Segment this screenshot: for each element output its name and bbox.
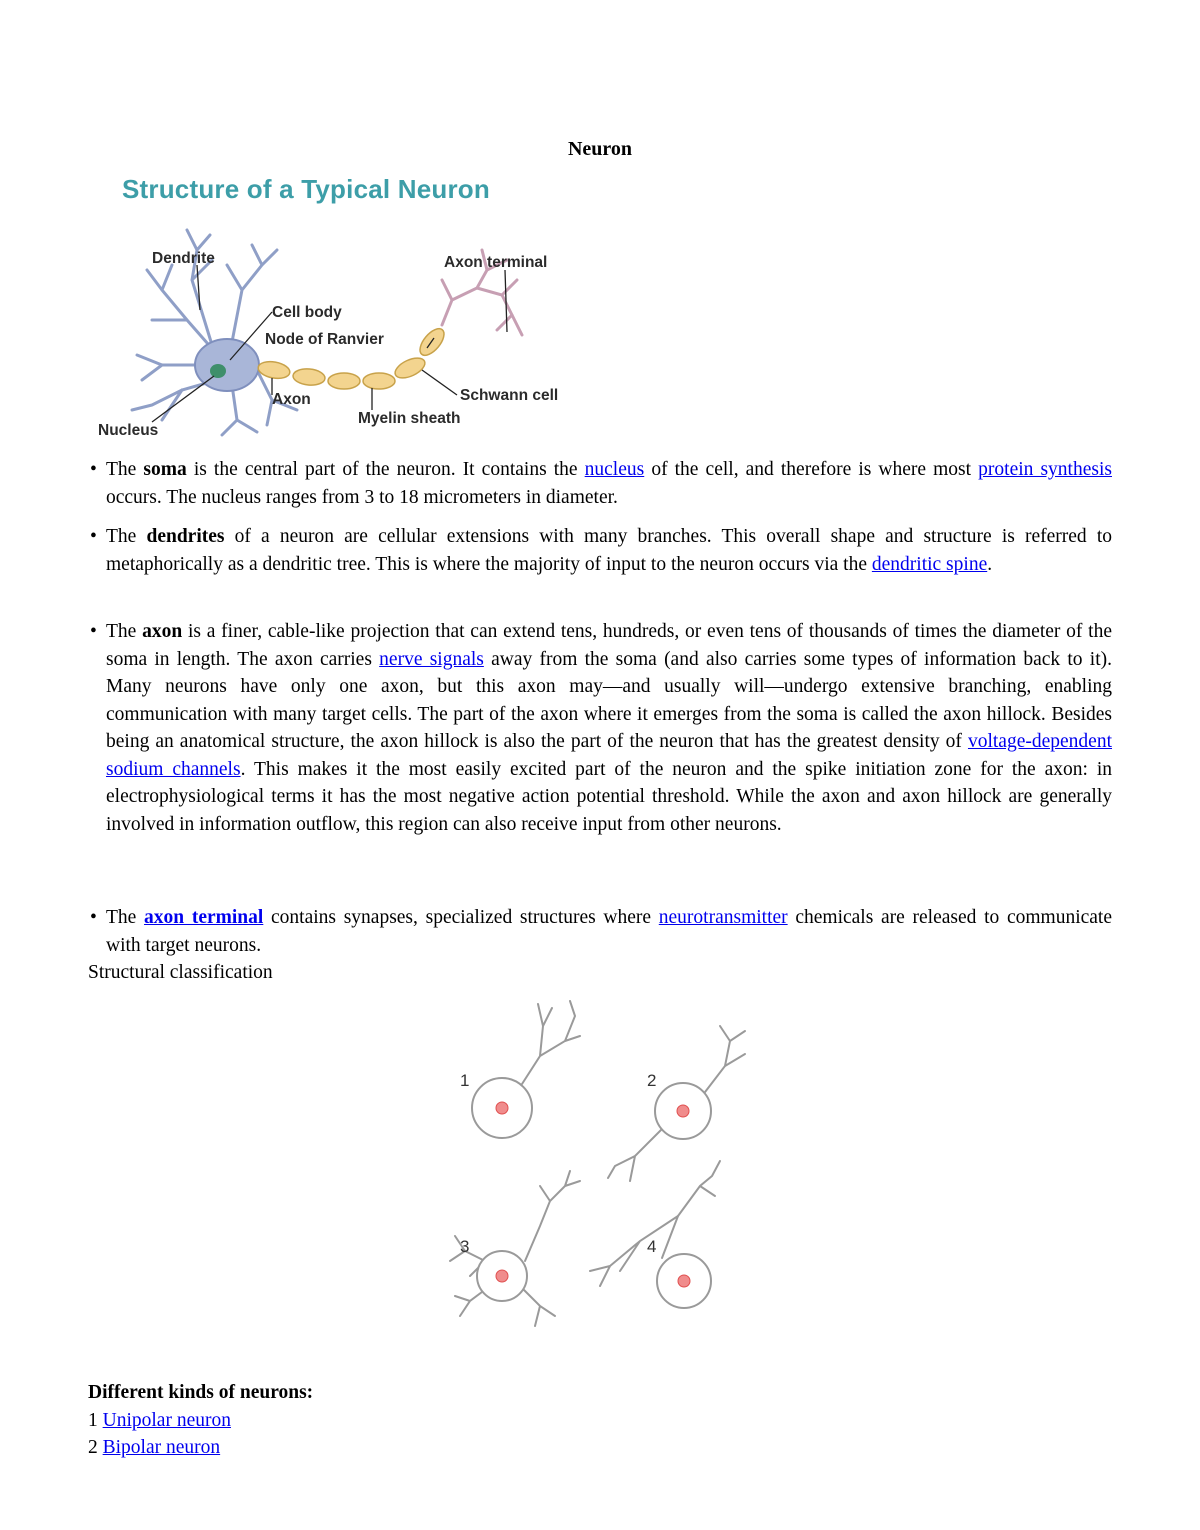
kinds-heading: Different kinds of neurons:	[88, 1382, 314, 1403]
label-nucleus: Nucleus	[98, 422, 159, 439]
label-axon: Axon	[272, 391, 311, 408]
link-voltage-dependent-sodium-channels[interactable]: voltage-dependent sodium channels	[106, 731, 1112, 780]
structural-classification-label: Structural classification	[88, 962, 273, 983]
label-myelin-sheath: Myelin sheath	[358, 410, 461, 427]
link-dendritic-spine[interactable]: dendritic spine	[871, 553, 988, 575]
paragraph-axon: • The axon is a finer, cable-like projection that can extend tens, hundreds, or even tens of thousands of times the diameter of the soma in length. The axon carries nerve signals away from the soma (and also carries some types of information back to it). Many neurons have only one axon, but this axon may—and usually will—undergo extensive branching, enabling communication with many target cells. The part of the axon where it emerges from the soma is called the axon hillock. Besides being an anatomical structure, the axon hillock is also the part of the neuron that has the greatest density of voltage-dependent sodium channels. This makes it the most easily excited part of the neuron and the spike initiation zone for the axon: in electrophysiological terms it has the most negative action potential threshold. While the axon and axon hillock are generally involved in information outflow, this region can also receive input from other neurons.	[90, 618, 1112, 838]
link-nerve-signals[interactable]: nerve signals	[379, 648, 484, 670]
type-number-2: 2	[647, 1071, 657, 1090]
paragraph-dendrites: • The dendrites of a neuron are cellular extensions with many branches. This overall shape and structure is referred to metaphorically as a dendritic tree. This is where the majority of input to the neuron occurs via the dendritic spine.	[90, 523, 1112, 578]
label-axon-terminal: Axon terminal	[444, 254, 548, 271]
link-bipolar-neuron[interactable]: Bipolar neuron	[102, 1437, 221, 1458]
paragraph-soma: • The soma is the central part of the neuron. It contains the nucleus of the cell, and therefore is where most protein synthesis occurs. The nucleus ranges from 3 to 18 micrometers in diameter.	[90, 456, 1112, 511]
type-number-3: 3	[460, 1237, 470, 1256]
link-protein-synthesis[interactable]: protein synthesis	[978, 459, 1112, 480]
label-node-of-ranvier: Node of Ranvier	[265, 331, 384, 348]
paragraph-axon-terminal: • The axon terminal contains synapses, specialized structures where neurotransmitter chemicals are released to communicate with target neurons.	[90, 904, 1112, 959]
link-axon-terminal[interactable]: axon terminal	[144, 907, 264, 928]
bullet: •	[90, 459, 97, 480]
label-dendrite: Dendrite	[152, 250, 215, 267]
page-title: Neuron	[567, 138, 633, 160]
link-neurotransmitter[interactable]: neurotransmitter	[658, 907, 788, 928]
link-nucleus[interactable]: nucleus	[584, 459, 645, 480]
term-soma: soma	[143, 459, 187, 480]
type-number-4: 4	[647, 1237, 657, 1256]
list-item: 2 Bipolar neuron	[88, 1437, 221, 1458]
type-number-1: 1	[460, 1071, 470, 1090]
label-schwann-cell: Schwann cell	[460, 387, 559, 404]
term-axon: axon	[142, 621, 183, 642]
link-unipolar-neuron[interactable]: Unipolar neuron	[102, 1410, 231, 1431]
figure-title: Structure of a Typical Neuron	[122, 174, 490, 204]
label-cell-body: Cell body	[272, 304, 342, 321]
neuron-classification-diagram	[440, 996, 760, 1336]
bullet: •	[90, 621, 97, 642]
bullet: •	[90, 526, 97, 547]
term-dendrites: dendrites	[146, 526, 225, 547]
list-item: 1 Unipolar neuron	[88, 1410, 231, 1431]
bullet: •	[90, 907, 97, 928]
